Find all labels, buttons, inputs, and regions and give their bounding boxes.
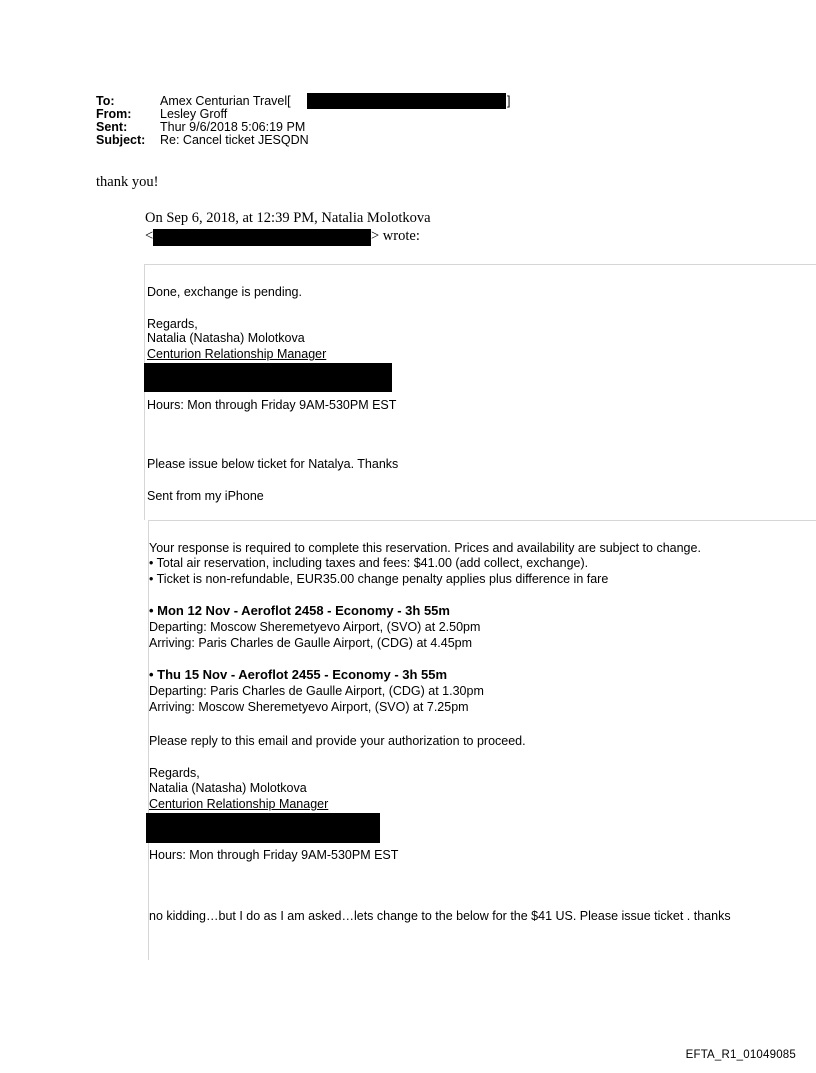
quote1-left-border: [144, 264, 145, 520]
quote3-reply-request: Please reply to this email and provide your authorization to proceed.: [149, 734, 526, 748]
quote4-message: no kidding…but I do as I am asked…lets change to the below for the $41 US. Please issue ticket . thanks: [149, 909, 731, 923]
flight1-arriving: Arriving: Paris Charles de Gaulle Airport, (CDG) at 4.45pm: [149, 636, 473, 650]
flight1-departing: Departing: Moscow Sheremetyevo Airport, (SVO) at 2.50pm: [149, 620, 481, 634]
to-label: To:: [96, 94, 115, 108]
sent-label: Sent:: [96, 120, 128, 134]
reply-text: thank you!: [96, 174, 159, 190]
subject-label: Subject:: [96, 133, 146, 147]
redaction-sender-email: [153, 229, 371, 246]
quote1-status: Done, exchange is pending.: [147, 285, 302, 299]
redaction-to-address: [307, 93, 506, 109]
quote3-bullet-total: • Total air reservation, including taxes and fees: $41.00 (add collect, exchange).: [149, 556, 589, 570]
header-subject-row: [96, 134, 309, 147]
quote3-name: Natalia (Natasha) Molotkova: [149, 781, 307, 795]
quote2-request: Please issue below ticket for Natalya. Thanks: [147, 457, 399, 471]
subject-value: Re: Cancel ticket JESQDN: [160, 133, 309, 147]
quote3-title: Centurion Relationship Manager: [149, 797, 329, 811]
sent-value: Thur 9/6/2018 5:06:19 PM: [160, 120, 306, 134]
flight2-title: • Thu 15 Nov - Aeroflot 2455 - Economy - 3h 55m: [149, 667, 448, 682]
quote1-hours: Hours: Mon through Friday 9AM-530PM EST: [147, 398, 397, 412]
attribution-wrote: > wrote:: [371, 228, 420, 244]
redaction-quote3-contact: [146, 813, 380, 843]
attribution-line: On Sep 6, 2018, at 12:39 PM, Natalia Molotkova: [145, 210, 431, 226]
quote1-top-border: [144, 264, 816, 265]
quote3-hours: Hours: Mon through Friday 9AM-530PM EST: [149, 848, 399, 862]
quote3-intro: Your response is required to complete this reservation. Prices and availability are subject to change.: [149, 541, 701, 555]
flight2-arriving: Arriving: Moscow Sheremetyevo Airport, (SVO) at 7.25pm: [149, 700, 469, 714]
to-value: Amex Centurian Travel[: [160, 94, 291, 108]
quote3-bullet-refund: • Ticket is non-refundable, EUR35.00 change penalty applies plus difference in fare: [149, 572, 609, 586]
bates-number: EFTA_R1_01049085: [685, 1049, 796, 1061]
flight1-title: • Mon 12 Nov - Aeroflot 2458 - Economy - 3h 55m: [149, 603, 450, 618]
quote2-top-border: [148, 520, 816, 521]
quote2-sent-from: Sent from my iPhone: [147, 489, 264, 503]
from-value: Lesley Groff: [160, 107, 228, 121]
quote1-title: Centurion Relationship Manager: [147, 347, 327, 361]
from-label: From:: [96, 107, 132, 121]
to-close-bracket: ]: [507, 94, 511, 108]
quote1-regards: Regards,: [147, 317, 198, 331]
quote1-name: Natalia (Natasha) Molotkova: [147, 331, 305, 345]
flight2-departing: Departing: Paris Charles de Gaulle Airport, (CDG) at 1.30pm: [149, 684, 484, 698]
attribution-open-bracket: <: [145, 228, 154, 244]
redaction-quote1-contact: [144, 363, 392, 392]
quote3-regards: Regards,: [149, 766, 200, 780]
